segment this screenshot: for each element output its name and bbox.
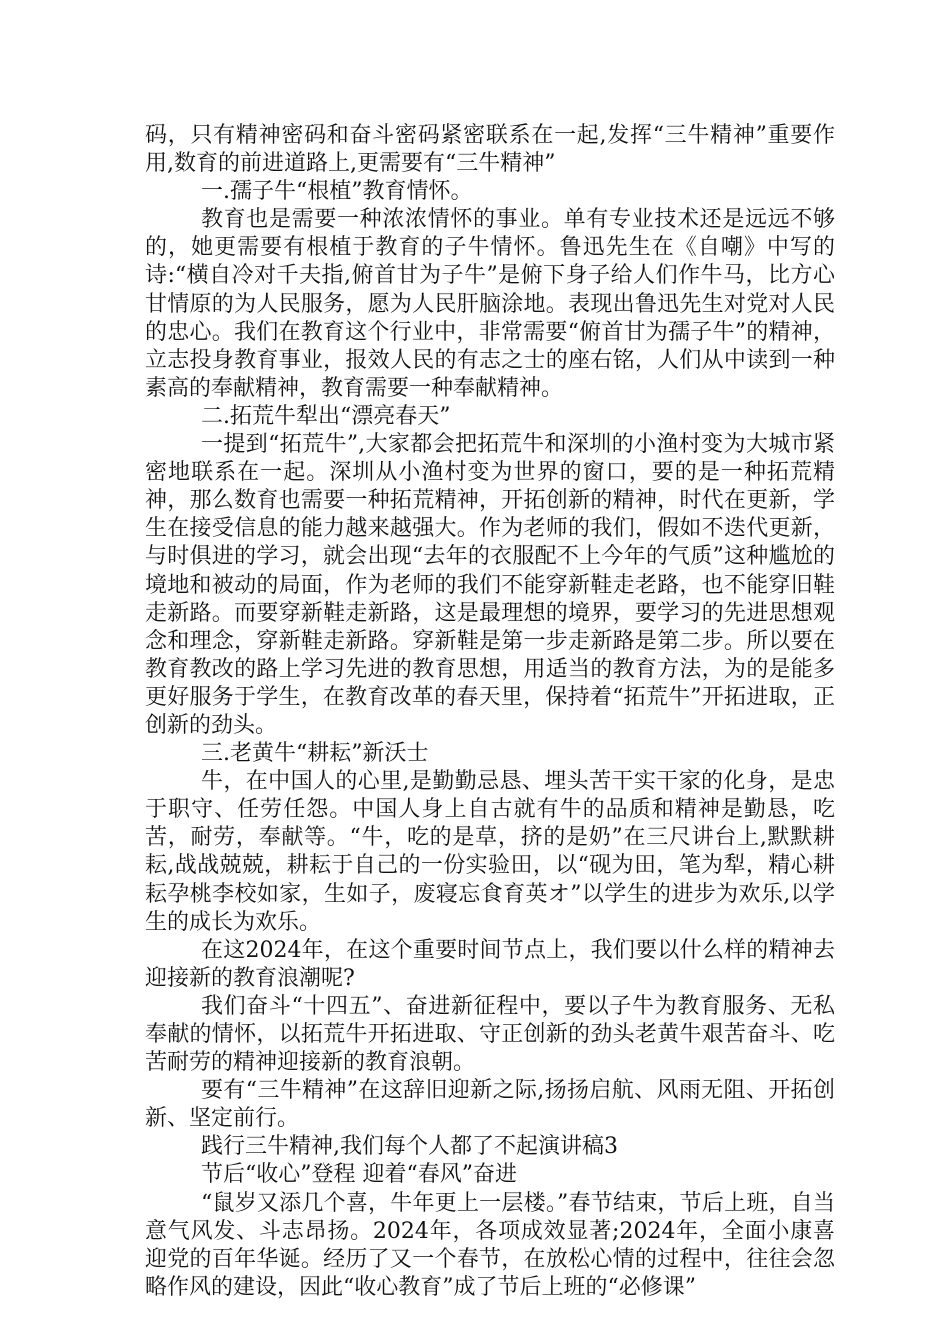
speech-subtitle: 节后“收心”登程 迎着“春风”奋进	[201, 1162, 517, 1188]
paragraph: 牛，在中国人的心里,是勤勤忌恳、埋头苦干实干家的化身，是忠于职守、任劳任怨。中国人身上自古就有牛的品质和精神是勤恳，吃苦，耐劳，奉献等。“牛，吃的是草，挤的是奶”在三尺讲台上,默默耕耘,战战兢兢，耕耘于自己的一份实验田，以“砚为田，笔为犁，精心耕耘孕桃李校如家，生如子，废寝忘食育英オ”以学生的进步为欢乐,以学生的成长为欢乐。	[145, 769, 835, 935]
section-heading-1: 一.孺子牛“根植”教育情怀。	[201, 179, 473, 205]
paragraph: 要有“三牛精神”在这辞旧迎新之际,扬扬启航、风雨无阻、开拓创新、坚定前行。	[145, 1078, 835, 1132]
paragraph: 在这2024年，在这个重要时间节点上，我们要以什么样的精神去迎接新的教育浪潮呢?	[145, 937, 835, 991]
section-heading-3: 三.老黄牛“耕耘”新沃士	[201, 741, 429, 767]
speech-title: 践行三牛精神,我们每个人都了不起演讲稿3	[201, 1134, 618, 1160]
paragraph-continuation: 码，只有精神密码和奋斗密码紧密联系在一起,发挥“三牛精神”重要作用,数育的前进道路上,更需要有“三牛精神”	[145, 123, 835, 177]
document-body	[145, 122, 835, 1302]
paragraph: 我们奋斗“十四五”、奋进新征程中，要以子牛为教育服务、无私奉献的情怀，以拓荒牛开拓进取、守正创新的劲头老黄牛艰苦奋斗、吃苦耐劳的精神迎接新的教育浪朝。	[145, 993, 835, 1076]
paragraph: “鼠岁又添几个喜，牛年更上一层楼。”春节结束，节后上班，自当意气风发、斗志昂扬。2024年，各项成效显著;2024年，全面小康喜迎党的百年华诞。经历了又一个春节，在放松心情的过程中，往往会忽略作风的建设，因此“收心教育”成了节后上班的“必修课”	[145, 1190, 835, 1300]
paragraph: 一提到“拓荒牛”,大家都会把拓荒牛和深圳的小渔村变为大城市紧密地联系在一起。深圳从小渔村变为世界的窗口，要的是一种拓荒精神，那么数育也需要一种拓荒精神，开拓创新的精神，时代在更新，学生在接受信息的能力越来越强大。作为老师的我们，假如不迭代更新，与时俱进的学习，就会出现“去年的衣服配不上今年的气质”这种尴尬的境地和被动的局面，作为老师的我们不能穿新鞋走老路，也不能穿旧鞋走新路。而要穿新鞋走新路，这是最理想的境界，要学习的先进思想观念和理念，穿新鞋走新路。穿新鞋是第一步走新路是第二步。所以要在教育教改的路上学习先进的教育思想，用适当的教育方法，为的是能多更好服务于学生，在教育改革的春天里，保持着“拓荒牛”开拓进取，正创新的劲头。	[145, 432, 835, 738]
paragraph: 教育也是需要一种浓浓情怀的事业。单有专业技术还是远远不够的，她更需要有根植于教育的子牛情怀。鲁迅先生在《自嘲》中写的诗:“横自冷对千夫指,俯首甘为子牛”是俯下身子给人们作牛马，比方心甘情原的为人民服务，愿为人民肝脑涂地。表现出鲁迅先生对党对人民的忠心。我们在教育这个行业中，非常需要“俯首甘为孺子牛”的精神，立志投身教育事业，报效人民的有志之士的座右铭，人们从中读到一种素高的奉献精神，教育需要一种奉献精神。	[145, 207, 835, 401]
section-heading-2: 二.拓荒牛犁出“漂亮春天”	[201, 403, 451, 429]
